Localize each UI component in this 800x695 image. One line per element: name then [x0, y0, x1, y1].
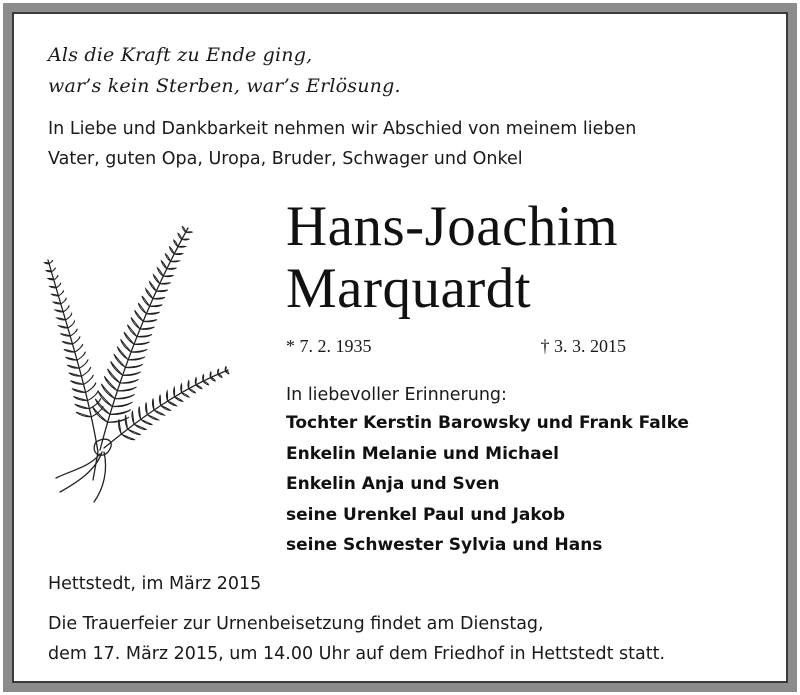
- fern-leaflet: [210, 372, 211, 378]
- fern-leaflet: [203, 381, 208, 385]
- mourner-item: Tochter Kerstin Barowsky und Frank Falke: [286, 413, 689, 433]
- fern-leaflet: [170, 247, 175, 254]
- fern-leaflet: [66, 314, 72, 320]
- fern-leaflet: [84, 375, 94, 385]
- fern-leaflet: [121, 434, 135, 440]
- fern-leaflet: [189, 389, 196, 393]
- fern-leaflet: [125, 364, 142, 367]
- fern-leaflet: [51, 268, 55, 272]
- deceased-name: [286, 196, 618, 320]
- fern-leaflet: [72, 389, 86, 393]
- fern-leaflet: [218, 374, 222, 377]
- fern-leaflet: [67, 365, 79, 368]
- fern-leaflet: [68, 321, 75, 328]
- fern-leaflet: [142, 296, 150, 306]
- fern-leaflet: [140, 327, 154, 329]
- fern-leaflet: [174, 240, 178, 247]
- fern-leaflet: [163, 275, 173, 276]
- intro-text: [48, 114, 768, 174]
- verse: [48, 40, 401, 102]
- intro-line-2: Vater, guten Opa, Uropa, Bruder, Schwager und Onkel: [48, 149, 523, 169]
- fern-leaflet: [125, 415, 127, 429]
- fern-leaflet: [153, 275, 159, 284]
- fern-leaflet: [62, 341, 72, 344]
- funeral-line-2: dem 17. März 2015, um 14.00 Uhr auf dem Friedhof in Hettstedt statt.: [48, 644, 666, 664]
- fern-leaflet: [73, 396, 87, 400]
- birth-date: * 7. 2. 1935: [286, 336, 372, 356]
- fern-leaflet: [120, 379, 139, 383]
- mourners-list: [286, 408, 689, 561]
- fern-leaflet: [161, 406, 171, 411]
- fern-leaflet: [141, 419, 153, 424]
- fern-leaflet: [58, 291, 63, 296]
- fern-leaflet: [159, 395, 160, 406]
- fern-leaflet: [146, 289, 153, 299]
- fern-leaflet: [77, 352, 85, 360]
- life-dates: [286, 336, 626, 357]
- fern-leaflet: [150, 305, 163, 307]
- fern-leaflet: [146, 403, 148, 415]
- fern-leaflet: [196, 385, 202, 389]
- fern-leaflet: [61, 298, 66, 304]
- fern-leaflet: [57, 318, 66, 320]
- fern-leaflet: [150, 282, 157, 291]
- fern-leaflet: [79, 359, 88, 368]
- fern-leaflet: [182, 393, 190, 397]
- fern-leaflet: [70, 381, 83, 385]
- fern-leaflet: [131, 349, 147, 352]
- mourner-item: Enkelin Anja und Sven: [286, 474, 500, 494]
- fern-leaflet: [195, 378, 196, 385]
- fern-leaflet: [225, 371, 229, 374]
- funeral-line-1: Die Trauerfeier zur Urnenbeisetzung findet am Dienstag,: [48, 614, 544, 634]
- fern-leaflet: [168, 401, 177, 406]
- notice-frame: [3, 3, 797, 692]
- fern-leaflet: [115, 394, 135, 398]
- fern-leaflet: [112, 402, 132, 407]
- fern-leaflet: [166, 391, 167, 401]
- fern-leaflet: [218, 369, 219, 374]
- funeral-info: [48, 609, 778, 669]
- fern-leaflet: [49, 260, 53, 263]
- fern-leaflet: [182, 239, 189, 240]
- fern-leaflet: [186, 232, 193, 233]
- fern-leaflet: [56, 283, 61, 288]
- fern-leaflet: [188, 381, 189, 389]
- fern-leaflet: [138, 303, 146, 314]
- verse-line-2: war’s kein Sterben, war’s Erlösung.: [48, 75, 401, 97]
- fern-leaflet: [175, 397, 183, 402]
- fern-leaflet: [75, 344, 83, 352]
- fern-leaflet: [139, 407, 141, 420]
- fern-leaflet: [44, 262, 49, 263]
- notice-content: [12, 12, 788, 683]
- fern-leaflet: [181, 384, 182, 393]
- fern-leaflet: [64, 349, 75, 352]
- deceased-first-name: Hans-Joachim: [286, 195, 619, 258]
- fern-leaflet: [157, 268, 163, 276]
- fern-leaflet: [156, 290, 167, 292]
- fern-leaflet: [170, 261, 179, 262]
- fern-leaflet: [88, 390, 99, 400]
- fern-leaflet: [73, 336, 80, 344]
- fern-leaflet: [127, 325, 136, 337]
- fern-leaflet: [146, 312, 159, 314]
- fern-leaflet: [117, 387, 136, 391]
- fern-leaflet: [203, 375, 204, 382]
- fern-leaflet: [167, 268, 177, 269]
- mourner-item: seine Schwester Sylvia und Hans: [286, 535, 603, 555]
- fern-leaflet: [178, 246, 186, 247]
- fern-leaflet: [160, 283, 171, 284]
- fern-leaflet: [134, 424, 146, 429]
- fern-leaflet: [86, 383, 96, 393]
- fern-leaflet: [182, 227, 185, 233]
- fern-leaflet: [131, 317, 140, 328]
- fern-leaflet: [135, 310, 144, 321]
- fern-leaflet: [59, 326, 68, 328]
- fern-leaflet: [154, 410, 164, 415]
- fern-leaflet: [81, 367, 90, 376]
- fern-leaflet: [147, 415, 158, 420]
- mourner-item: Enkelin Melanie und Michael: [286, 443, 559, 464]
- fern-leaflet: [137, 334, 152, 337]
- fern-leaflet: [48, 278, 54, 279]
- fern-leaflet: [53, 302, 61, 304]
- fern-leaflet: [178, 233, 182, 239]
- fern-leaflet: [128, 357, 145, 360]
- fern-leaflet: [174, 254, 182, 255]
- fern-leaflet: [66, 357, 78, 360]
- death-date: † 3. 3. 2015: [540, 336, 626, 356]
- fern-leaflet: [76, 412, 91, 417]
- fern-leaflet: [152, 399, 154, 410]
- fern-bouquet-icon: [38, 220, 238, 510]
- fern-leaflet: [124, 332, 134, 344]
- fern-leaflet: [128, 429, 141, 435]
- mourner-item: seine Urenkel Paul und Jakob: [286, 504, 566, 525]
- place-date: Hettstedt, im März 2015: [48, 574, 262, 594]
- memory-label: In liebevoller Erinnerung:: [286, 385, 507, 405]
- fern-leaflet: [210, 378, 215, 381]
- fern-leaflet: [161, 261, 166, 269]
- fern-leaflet: [165, 254, 170, 262]
- fern-leaflet: [153, 297, 165, 299]
- verse-line-1: Als die Kraft zu Ende ging,: [48, 44, 313, 66]
- fern-leaflet: [75, 404, 90, 408]
- fern-leaflet: [174, 387, 175, 396]
- fern-leaflet: [63, 306, 69, 312]
- fern-leaflet: [60, 334, 70, 336]
- deceased-last-name: Marquardt: [286, 257, 532, 320]
- fern-leaflet: [55, 310, 63, 312]
- fern-leaflet: [69, 373, 82, 376]
- fern-leaflet: [143, 320, 157, 322]
- fern-leaflet: [110, 410, 131, 415]
- intro-line-1: In Liebe und Dankbarkeit nehmen wir Abschied von meinem lieben: [48, 119, 637, 139]
- fern-leaflet: [70, 329, 77, 336]
- fern-leaflet: [123, 372, 141, 376]
- fern-leaflet: [134, 342, 150, 345]
- fern-leaflet: [54, 276, 58, 280]
- fern-leaflet: [46, 270, 51, 271]
- fern-leaflet: [132, 411, 134, 425]
